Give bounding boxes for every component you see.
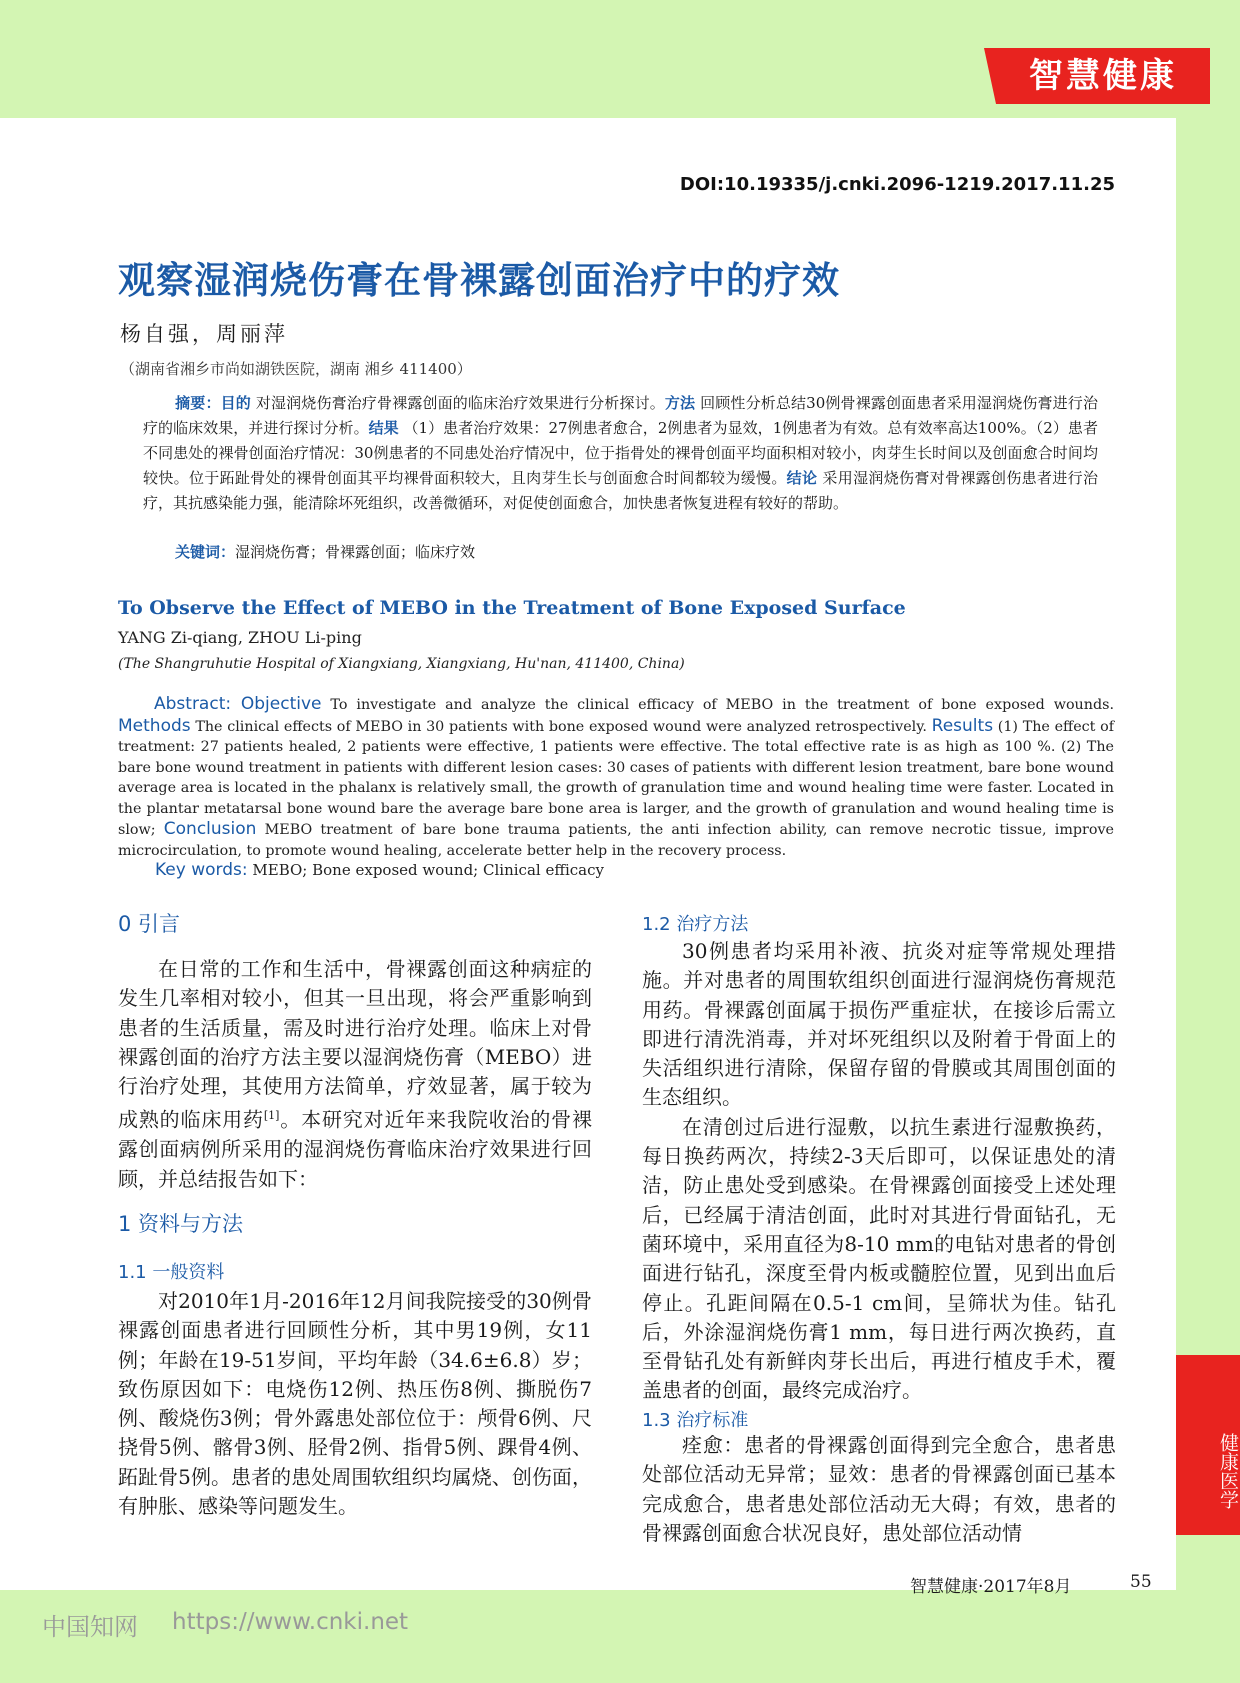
methods-label-en: Methods (118, 715, 191, 736)
keywords-text-en: MEBO; Bone exposed wound; Clinical efficacy (252, 861, 604, 879)
section-1-3-body (642, 1431, 1116, 1548)
bottom-band (0, 1590, 1240, 1683)
affiliation-en: (The Shangruhutie Hospital of Xiangxiang, Xiangxiang, Hu'nan, 411400, China) (118, 656, 685, 672)
methods-text-cn: 回顾性分析总结30例骨裸露创面患者采用湿润烧伤膏进行治疗的临床效果，并进行探讨分析。 (143, 394, 1098, 437)
keywords-text-cn: 湿润烧伤膏；骨裸露创面；临床疗效 (235, 543, 476, 561)
section-1-1-heading: 1.1 一般资料 (118, 1262, 225, 1283)
conclusion-label-en: Conclusion (163, 819, 257, 839)
methods-text-en: The clinical effects of MEBO in 30 patients with bone exposed wound were analyzed retrospectively. (195, 718, 927, 735)
abstract-en (118, 694, 1114, 861)
section-1-2-paragraph-1: 30例患者均采用补液、抗炎对症等常规处理措施。并对患者的周围软组织创面进行湿润烧伤膏规范用药。骨裸露创面属于损伤严重症状，在接诊后需立即进行清洗消毒，并对坏死组织以及附着于骨面上的失活组织进行清除，保留存留的骨膜或其周围创面的生态组织。 (642, 939, 1116, 1110)
keywords-label-cn: 关键词： (175, 543, 236, 561)
keywords-cn (175, 541, 475, 562)
section-1-1-paragraph: 对2010年1月-2016年12月间我院接受的30例骨裸露创面患者进行回顾性分析，其中男19例，女11例；年龄在19-51岁间，平均年龄（34.6±6.8）岁；致伤原因如下：电烧伤12例、热压伤8例、撕脱伤7例、酸烧伤3例；骨外露患处部位位于：颅骨6例、尺挠骨5例、髂骨3例、胫骨2例、指骨5例、踝骨4例、跖趾骨5例。患者的患处周围软组织均属烧、创伤面，有肿胀、感染等问题发生。 (118, 1289, 592, 1519)
section-1-heading: 1 资料与方法 (118, 1212, 244, 1236)
section-1-1-body (118, 1287, 592, 1521)
section-0-paragraph: 在日常的工作和生活中，骨裸露创面这种病症的发生几率相对较小，但其一旦出现，将会严重影响到患者的生活质量，需及时进行治疗处理。临床上对骨裸露创面的治疗方法主要以湿润烧伤膏（MEBO）进行治疗处理，其使用方法简单，疗效显著，属于较为成熟的临床用药 (118, 957, 592, 1133)
section-1-2-heading: 1.2 治疗方法 (642, 914, 749, 935)
cnki-watermark: 中国知网 (42, 1613, 138, 1641)
side-section-tag: 健康医学 (1176, 1355, 1240, 1535)
section-1-3-paragraph: 痊愈：患者的骨裸露创面得到完全愈合，患者患处部位活动无异常；显效：患者的骨裸露创面已基本完成愈合，患者患处部位活动无大碍；有效，患者的骨裸露创面愈合状况良好，患处部位活动情 (642, 1433, 1116, 1545)
article-title-cn: 观察湿润烧伤膏在骨裸露创面治疗中的疗效 (118, 259, 840, 302)
section-1-2-paragraph-2: 在清创过后进行湿敷，以抗生素进行湿敷换药，每日换药两次，持续2-3天后即可，以保证患处的清洁，防止患处受到感染。在骨裸露创面接受上述处理后，已经属于清洁创面，此时对其进行骨面钻孔，无菌环境中，采用直径为8-10 mm的电钻对患者的骨创面进行钻孔，深度至骨内板或髓腔位置，见到出血后停止。孔距间隔在0.5-1 cm间，呈筛状为佳。钻孔后，外涂湿润烧伤膏1 mm，每日进行两次换药，直至骨钻孔处有新鲜肉芽长出后，再进行植皮手术，覆盖患者的创面，最终完成治疗。 (642, 1114, 1116, 1403)
authors-en: YANG Zi-qiang, ZHOU Li-ping (118, 628, 362, 647)
section-0-body (118, 955, 592, 1194)
cnki-url-watermark: https://www.cnki.net (172, 1609, 409, 1635)
affiliation-cn: （湖南省湘乡市尚如湖铁医院，湖南 湘乡 411400） (120, 360, 472, 378)
citation-ref: [1] (263, 1109, 280, 1123)
conclusion-text-cn: 采用湿润烧伤膏对骨裸露创伤患者进行治疗，其抗感染能力强，能清除坏死组织，改善微循环，对促使创面愈合，加快患者恢复进程有较好的帮助。 (143, 469, 1098, 512)
keywords-label-en: Key words: (155, 860, 248, 880)
section-1-3-heading: 1.3 治疗标准 (642, 1410, 749, 1431)
objective-label-cn: 目的 (220, 394, 251, 412)
objective-text-en: To investigate and analyze the clinical efficacy of MEBO in the treatment of bone exposed wounds. (330, 697, 1115, 713)
keywords-en (155, 860, 604, 880)
doi: DOI:10.19335/j.cnki.2096-1219.2017.11.25 (679, 174, 1115, 195)
authors-cn: 杨自强，周丽萍 (120, 322, 288, 346)
results-label-en: Results (931, 715, 994, 736)
objective-label-en: Abstract: Objective (154, 694, 322, 714)
brand-tag: 智慧健康 (996, 48, 1210, 104)
conclusion-text-en: MEBO treatment of bare bone trauma patients, the anti infection ability, can remove necrotic tissue, improve microcirculation, to promote wound healing, accelerate better help in the recovery process. (118, 822, 1115, 859)
section-0-paragraph-tail: 。本研究对近年来我院收治的骨裸露创面病例所采用的湿润烧伤膏临床治疗效果进行回顾，并总结报告如下： (118, 1108, 593, 1191)
objective-text-cn: 对湿润烧伤膏治疗骨裸露创面的临床治疗效果进行分析探讨。 (255, 394, 665, 412)
conclusion-label-cn: 结论 (786, 469, 818, 487)
abstract-cn (143, 391, 1098, 516)
results-label-cn: 结果 (368, 419, 399, 437)
methods-label-cn: 方法 (664, 394, 696, 412)
abstract-label-cn: 摘要： (175, 394, 221, 412)
page-number: 55 (1130, 1572, 1152, 1592)
article-title-en: To Observe the Effect of MEBO in the Treatment of Bone Exposed Surface (118, 597, 906, 619)
section-0-heading: 0 引言 (118, 912, 181, 936)
footer-journal: 智慧健康·2017年8月 (910, 1577, 1072, 1597)
results-text-cn: （1）患者治疗效果：27例患者愈合，2例患者为显效，1例患者为有效。总有效率高达100%。（2）患者不同患处的裸骨创面治疗情况：30例患者的不同患处治疗情况中，位于指骨处的裸骨创面平均面积相对较小，肉芽生长时间以及创面愈合时间均较快。位于跖趾骨处的裸骨创面其平均裸骨面积较大，且肉芽生长与创面愈合时间都较为缓慢。 (143, 419, 1098, 487)
results-text-en: (1) The effect of treatment: 27 patients healed, 2 patients were effective, 1 patients were effective. The total effective rate is as high as 100 %. (2) The bare bone wound treatment in patients with different lesion cases: 30 cases of patients with different lesion treatment, bare bone wound average area is located in the phalanx is relatively small, the growth of granulation time and wound healing time were faster. Located in the plantar metatarsal bone wound bare the average bare bone area is larger, and the growth of granulation and wound healing time is slow; (118, 718, 1114, 838)
section-1-2-body (642, 937, 1116, 1406)
